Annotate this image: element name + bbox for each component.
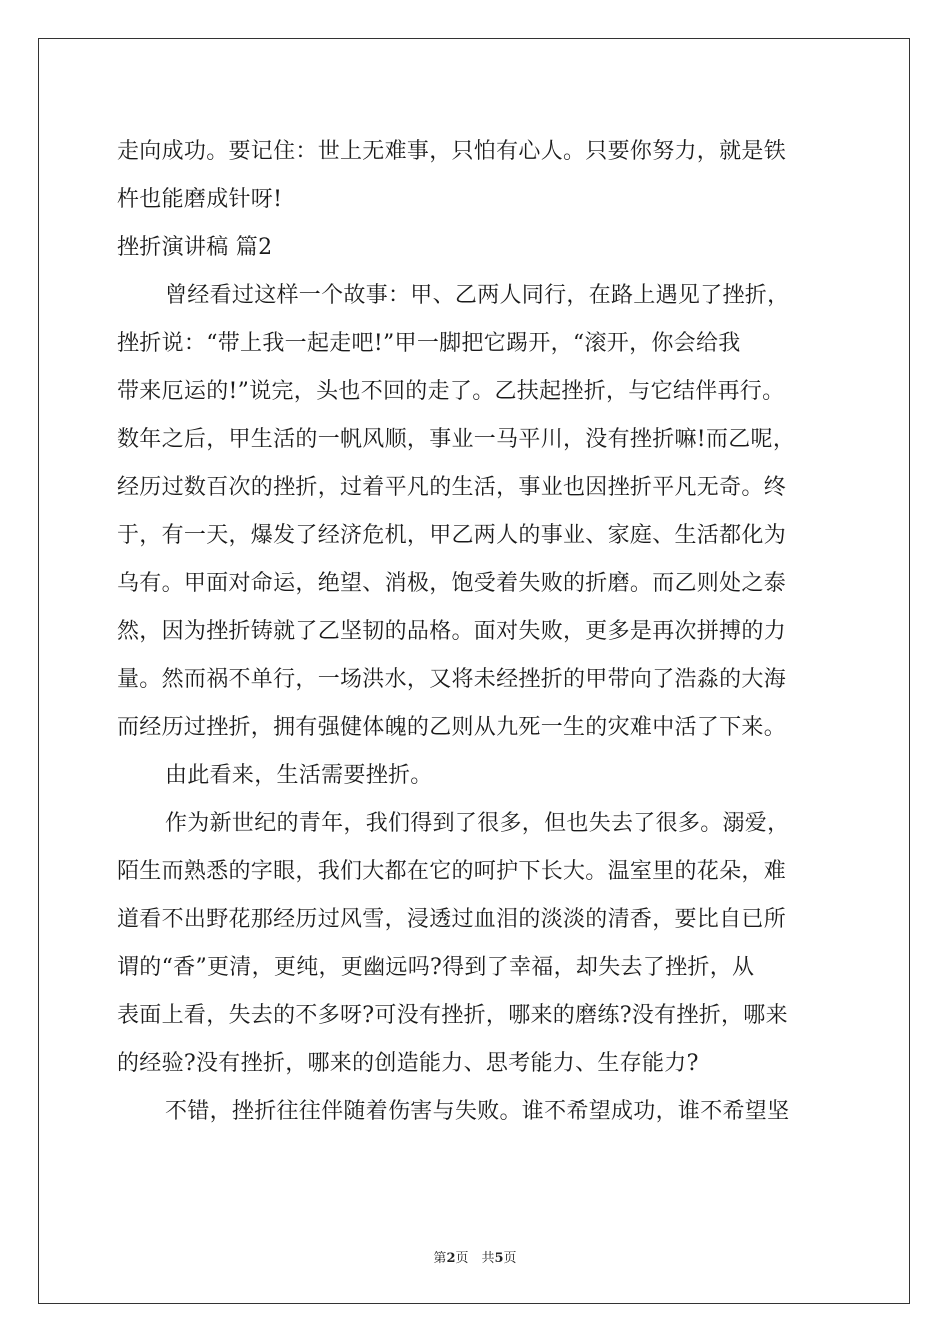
text-line: 曾经看过这样一个故事：甲、乙两人同行，在路上遇见了挫折， (165, 283, 790, 308)
text-line: 经历过数百次的挫折，过着平凡的生活，事业也因挫折平凡无奇。终 (117, 475, 787, 500)
text-line: 陌生而熟悉的字眼，我们大都在它的呵护下长大。温室里的花朵，难 (117, 859, 787, 884)
text-line: 道看不出野花那经历过风雪，浸透过血泪的淡淡的清香，要比自已所 (117, 907, 787, 932)
text-line: 杵也能磨成针呀! (117, 187, 283, 212)
text-line: 挫折说：“带上我一起走吧!”甲一脚把它踢开，“滚开，你会给我 (117, 331, 741, 356)
text-line: 数年之后，甲生活的一帆风顺，事业一马平川，没有挫折嘛!而乙呢， (117, 427, 796, 452)
text-line: 谓的“香”更清，更纯，更幽远吗?得到了幸福，却失去了挫折，从 (117, 955, 755, 980)
page-current: 2 (446, 1251, 456, 1266)
page-prefix: 第 (433, 1251, 447, 1266)
page-total: 5 (494, 1251, 504, 1266)
text-line: 而经历过挫折，拥有强健体魄的乙则从九死一生的灾难中活了下来。 (117, 715, 787, 740)
text-line: 走向成功。要记住：世上无难事，只怕有心人。只要你努力，就是铁 (117, 139, 787, 164)
section-heading: 挫折演讲稿 篇2 (117, 235, 273, 260)
page-footer (0, 1247, 950, 1266)
text-line: 不错，挫折往往伴随着伤害与失败。谁不希望成功，谁不希望坚 (165, 1099, 790, 1124)
page-suffix: 页 (503, 1251, 517, 1266)
text-line: 乌有。甲面对命运，绝望、消极，饱受着失败的折磨。而乙则处之泰 (117, 571, 787, 596)
text-line: 的经验?没有挫折，哪来的创造能力、思考能力、生存能力? (117, 1051, 699, 1076)
text-line: 由此看来，生活需要挫折。 (165, 763, 433, 788)
text-line: 带来厄运的!”说完，头也不回的走了。乙扶起挫折，与它结伴再行。 (117, 379, 785, 404)
text-line: 量。然而祸不单行，一场洪水，又将未经挫折的甲带向了浩淼的大海 (117, 667, 787, 692)
text-line: 表面上看，失去的不多呀?可没有挫折，哪来的磨练?没有挫折，哪来 (117, 1003, 788, 1028)
text-line: 然，因为挫折铸就了乙坚韧的品格。面对失败，更多是再次拼搏的力 (117, 619, 787, 644)
text-line: 作为新世纪的青年，我们得到了很多，但也失去了很多。溺爱， (165, 811, 790, 836)
text-line: 于，有一天，爆发了经济危机，甲乙两人的事业、家庭、生活都化为 (117, 523, 787, 548)
document-body (117, 128, 837, 1136)
page-mid: 页 共 (455, 1251, 495, 1266)
